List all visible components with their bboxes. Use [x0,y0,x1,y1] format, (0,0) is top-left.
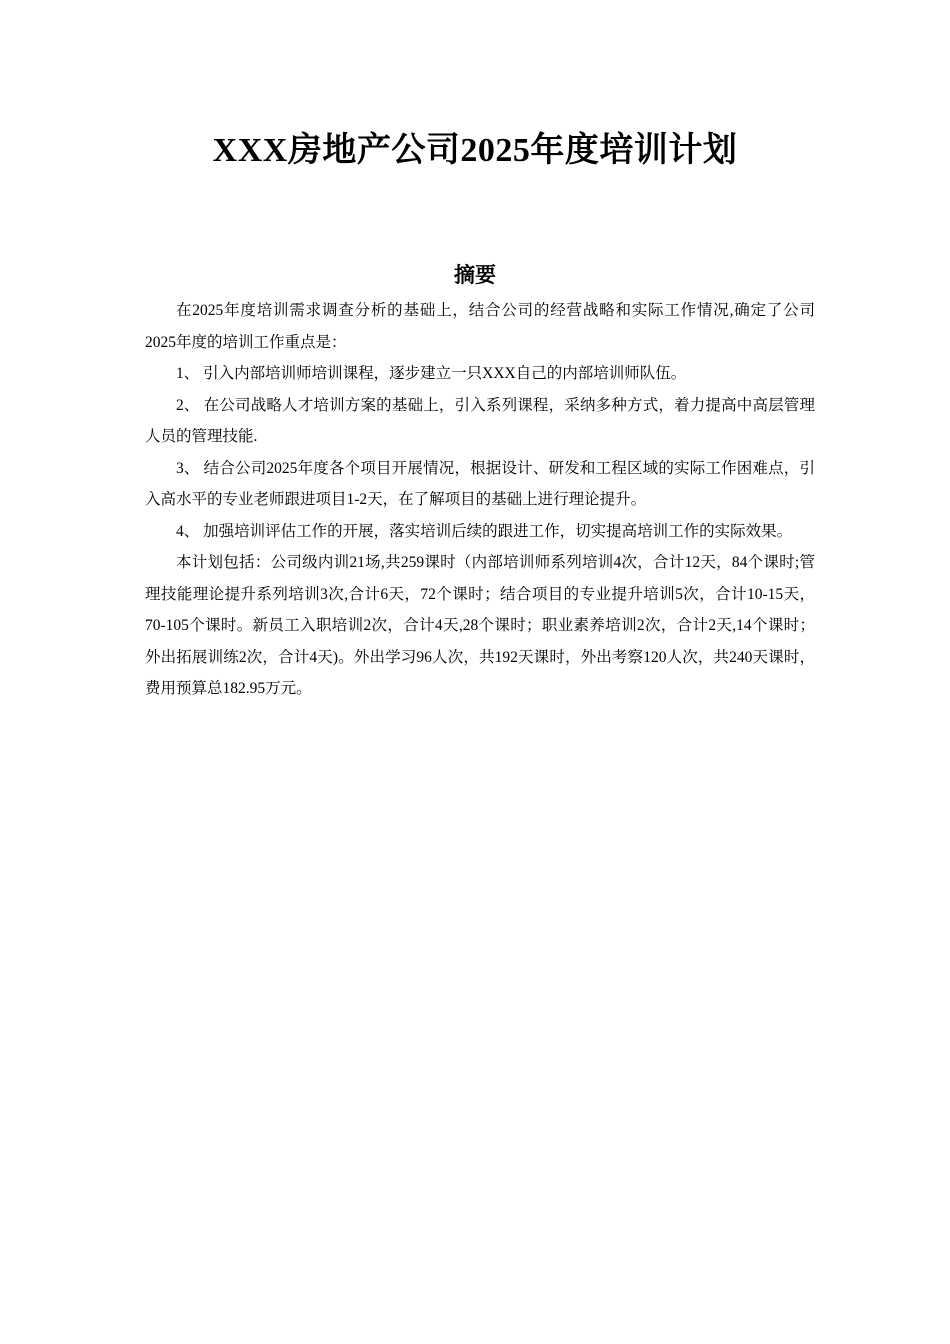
document-title: XXX房地产公司2025年度培训计划 [212,132,738,169]
paragraph-point-1: 1、 引入内部培训师培训课程，逐步建立一只XXX自己的内部培训师队伍。 [176,365,687,382]
paragraph-point-4: 4、 加强培训评估工作的开展，落实培训后续的跟进工作，切实提高培训工作的实际效果。 [176,522,793,540]
paragraph-plan-summary: 本计划包括：公司级内训21场,共259课时（内部培训师系列培训4次，合计12天，84个课时;管理技能理论提升系列培训3次,合计6天，72个课时；结合项目的专业提升培训5次，合计10-15天，70-105个课时。新员工入职培训2次，合计4天,28个课时；职业素养培训2次，合计2天,14个课时；外出拓展训练2次，合计4天)。外出学习96人次，共192天课时，外出考察120人次，共240天课时，费用预算总182.95万元。 [145,554,815,697]
paragraph-intro: 在2025年度培训需求调查分析的基础上，结合公司的经营战略和实际工作情况,确定了公司2025年度的培训工作重点是： [145,302,815,351]
paragraph-point-3: 3、 结合公司2025年度各个项目开展情况，根据设计、研发和工程区域的实际工作困难点，引入高水平的专业老师跟进项目1-2天，在了解项目的基础上进行理论提升。 [145,459,815,508]
section-heading-abstract: 摘要 [454,263,496,287]
abstract-body [145,295,815,705]
paragraph-point-2: 2、 在公司战略人才培训方案的基础上，引入系列课程，采纳多种方式，着力提高中高层管理人员的管理技能. [145,396,815,445]
